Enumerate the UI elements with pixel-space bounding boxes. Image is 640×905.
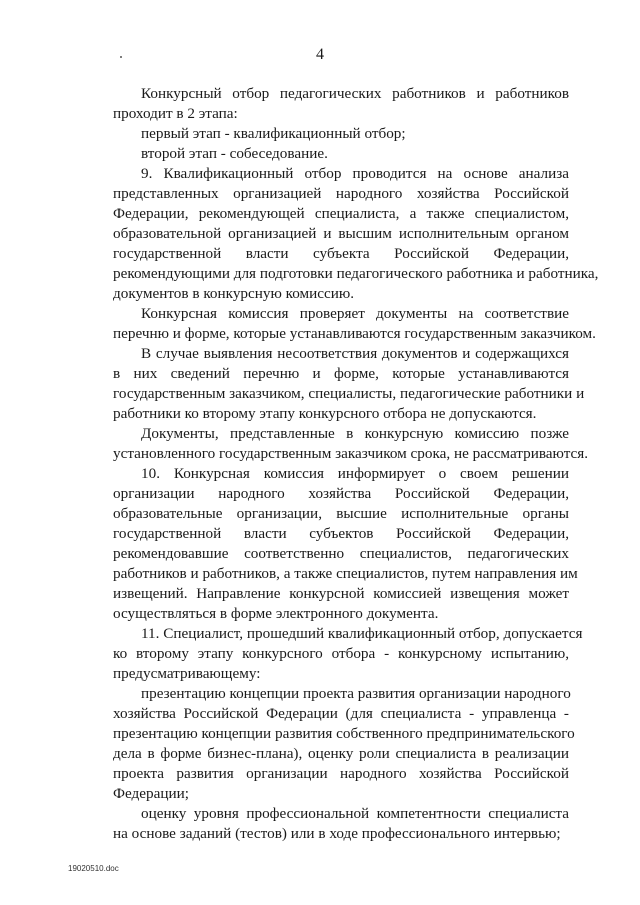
- scan-dot: [120, 56, 122, 58]
- document-body: [113, 84, 599, 844]
- text-line: презентацию концепции развития собственного предпринимательского: [113, 725, 575, 742]
- text-line: ко второму этапу конкурсного отбора - конкурсному испытанию,: [113, 645, 569, 662]
- paragraph: [113, 124, 569, 144]
- page-number: 4: [316, 46, 324, 63]
- paragraph: [113, 144, 569, 164]
- text-line: представленных организацией народного хозяйства Российской: [113, 185, 569, 202]
- paragraph: [113, 684, 575, 804]
- text-line: Конкурсная комиссия проверяет документы на соответствие: [141, 305, 569, 322]
- paragraph: [113, 624, 583, 684]
- text-line: на основе заданий (тестов) или в ходе профессионального интервью;: [113, 825, 561, 842]
- text-line: образовательные организации, высшие исполнительные органы: [113, 505, 569, 522]
- text-line: проходит в 2 этапа:: [113, 105, 238, 122]
- text-line: первый этап - квалификационный отбор;: [141, 125, 406, 142]
- text-line: рекомендовавшие соответственно специалистов, педагогических: [113, 545, 569, 562]
- text-line: предусматривающему:: [113, 665, 261, 682]
- text-line: в них сведений перечню и форме, которые устанавливаются: [113, 365, 569, 382]
- text-line: хозяйства Российской Федерации (для специалиста - управленца -: [113, 705, 569, 722]
- text-line: 10. Конкурсная комиссия информирует о своем решении: [141, 465, 569, 482]
- text-line: осуществляться в форме электронного документа.: [113, 605, 439, 622]
- text-line: Федерации, рекомендующей специалиста, а также специалистом,: [113, 205, 569, 222]
- text-line: документов в конкурсную комиссию.: [113, 285, 355, 302]
- text-line: 11. Специалист, прошедший квалификационный отбор, допускается: [141, 625, 583, 642]
- text-line: организации народного хозяйства Российской Федерации,: [113, 485, 569, 502]
- text-line: государственным заказчиком, специалисты, педагогические работники и: [113, 385, 585, 402]
- paragraph: [113, 424, 589, 464]
- paragraph: [113, 84, 569, 124]
- text-line: второй этап - собеседование.: [141, 145, 328, 162]
- text-line: перечню и форме, которые устанавливаются государственным заказчиком.: [113, 325, 596, 342]
- paragraph: [113, 304, 596, 344]
- text-line: оценку уровня профессиональной компетентности специалиста: [141, 805, 569, 822]
- text-line: Федерации;: [113, 785, 189, 802]
- text-line: презентацию концепции проекта развития организации народного: [141, 685, 571, 702]
- text-line: В случае выявления несоответствия документов и содержащихся: [141, 345, 569, 362]
- text-line: 9. Квалификационный отбор проводится на основе анализа: [141, 165, 569, 182]
- text-line: работники ко второму этапу конкурсного отбора не допускаются.: [113, 405, 537, 422]
- paragraph: [113, 464, 578, 624]
- footer-filename: 19020510.doc: [68, 864, 119, 873]
- text-line: проекта развития организации народного хозяйства Российской: [113, 765, 569, 782]
- text-line: государственной власти субъектов Российской Федерации,: [113, 525, 569, 542]
- text-line: рекомендующими для подготовки педагогического работника и работника,: [113, 265, 599, 282]
- text-line: образовательной организацией и высшим исполнительным органом: [113, 225, 569, 242]
- paragraph: [113, 804, 569, 844]
- paragraph: [113, 344, 585, 424]
- text-line: работников и работников, а также специалистов, путем направления им: [113, 565, 578, 582]
- text-line: дела в форме бизнес-плана), оценку роли специалиста в реализации: [113, 745, 569, 762]
- text-line: Конкурсный отбор педагогических работников и работников: [141, 85, 569, 102]
- paragraph: [113, 164, 599, 304]
- text-line: Документы, представленные в конкурсную комиссию позже: [141, 425, 569, 442]
- text-line: установленного государственным заказчиком срока, не рассматриваются.: [113, 445, 589, 462]
- text-line: государственной власти субъекта Российской Федерации,: [113, 245, 569, 262]
- text-line: извещений. Направление конкурсной комиссией извещения может: [113, 585, 569, 602]
